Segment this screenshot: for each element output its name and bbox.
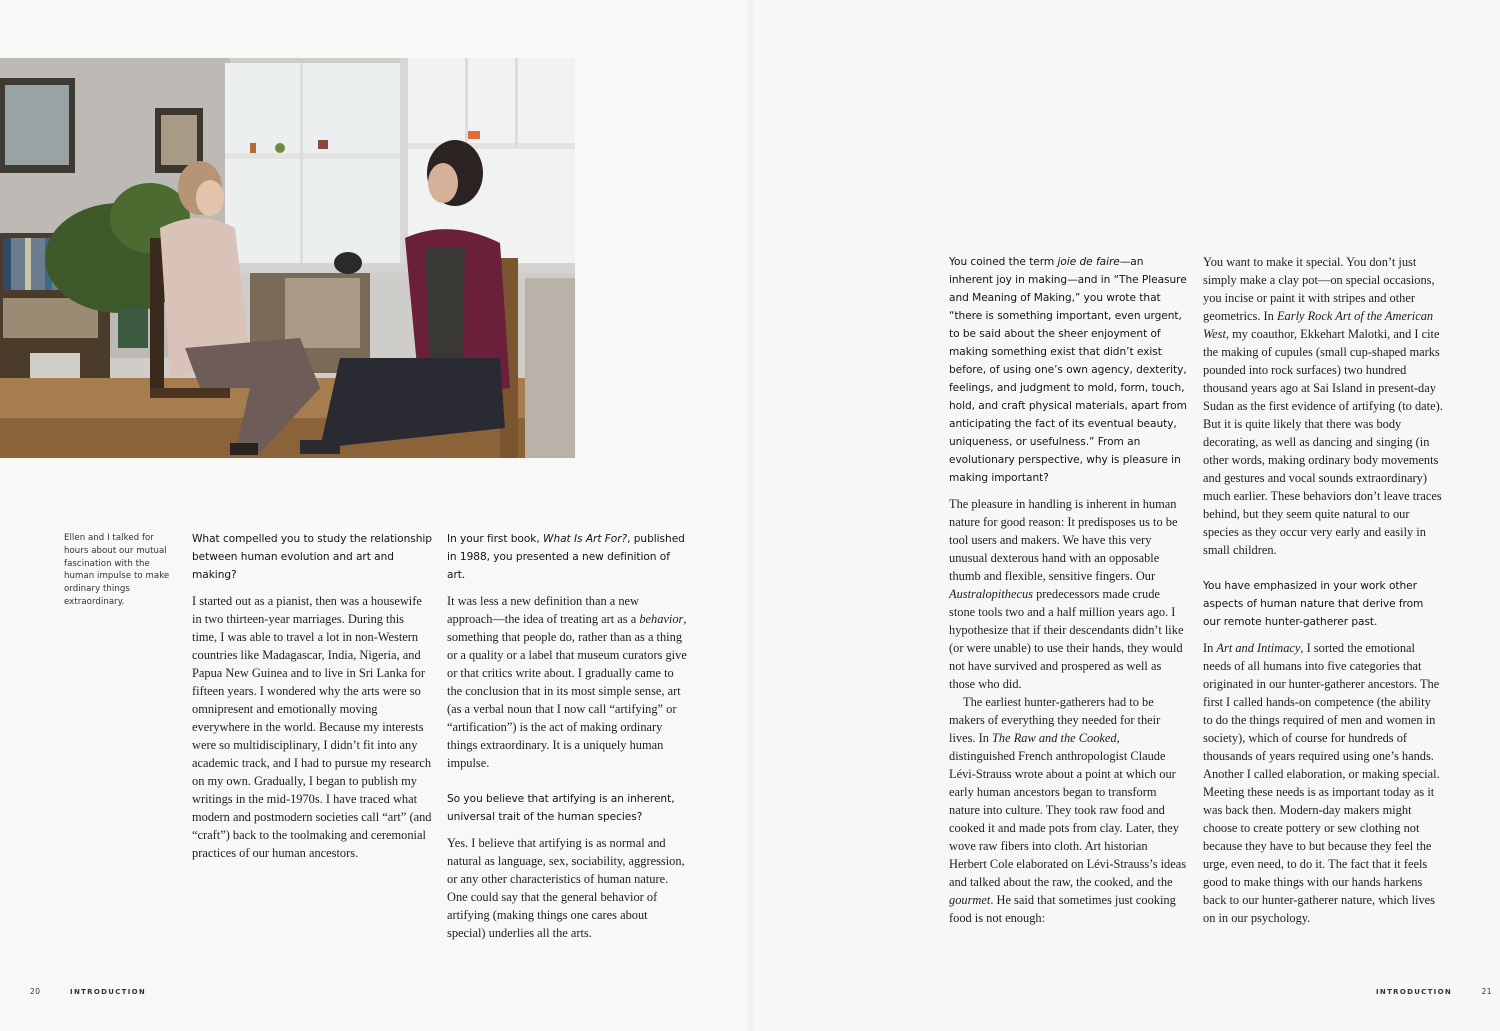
column-3 — [949, 253, 1187, 927]
column-2 — [447, 530, 687, 960]
right-page — [750, 0, 1500, 1031]
interview-question: What compelled you to study the relationship between human evolution and art and making? — [192, 533, 432, 581]
interview-answer: Yes. I believe that artifying is as normal and natural as language, sex, sociability, aggression, or any other characteristics of human nature. One could say that the general behavior of artifying (making things one cares about special) underlies all the arts. — [447, 836, 685, 940]
page-number: 20 — [30, 987, 41, 996]
interview-answer: The pleasure in handling is inherent in human nature for good reason: It predisposes us to be tool users and makers. We have this very unusual dexterous hand with an opposable thumb and flexible, sensitive fingers. Our Australopithecus predecessors made crude stone tools two and a half million years ago. I hypothesize that if their descendants didn’t like (or were unable) to use their hands, they would not have survived and prospered as well as those who did. — [949, 497, 1184, 691]
running-head: INTRODUCTION — [1376, 988, 1452, 996]
emphasis: gourmet — [949, 893, 991, 907]
interview-answer-continued: The earliest hunter-gatherers had to be makers of everything they needed for their lives. In The Raw and the Cooked, distinguished French anthropologist Claude Lévi-Strauss wrote about a point at which our early human ancestors began to transform nature into culture. They took raw food and cooked it and made pots from clay. Later, they wove raw fibers into cloth. Art historian Herbert Cole elaborated on Lévi-Strauss’s ideas and talked about the raw, the cooked, and the gourmet. He said that sometimes just cooking food is not enough: — [949, 695, 1187, 925]
book-title: Early Rock Art of the American West — [1203, 309, 1434, 341]
photo-caption: Ellen and I talked for hours about our mutual fascination with the human impulse to make ordinary things extraordinary. — [64, 533, 170, 607]
book-title: The Raw and the Cooked — [992, 731, 1117, 745]
interview-answer-continued: You want to make it special. You don’t just simply make a clay pot—on special occasions, you incise or paint it with stripes and other geometrics. In Early Rock Art of the American West, my coauthor, Ekkehart Malotki, and I cite the making of cupules (small cup-shaped marks pounded into rock surfaces) two hundred thousand years ago at Sai Island in present-day Sudan as the first evidence of artifying (to date). But it is quite likely that there was body decorating, as well as dancing and singing (in other words, making ordinary body movements and gestures and vocal sounds extraordinary) much earlier. These behaviors don’t leave traces behind, but they seem quite natural to our species as they occur very early and easily in small children. — [1203, 255, 1443, 557]
interview-question: In your first book, What Is Art For?, published in 1988, you presented a new definition of art. — [447, 533, 685, 581]
footer-right — [1376, 987, 1492, 996]
running-head: INTRODUCTION — [70, 988, 147, 996]
book-title: What Is Art For? — [543, 533, 628, 545]
page-number: 21 — [1481, 987, 1493, 996]
interview-question: So you believe that artifying is an inherent, universal trait of the human species? — [447, 793, 675, 823]
interview-answer: I started out as a pianist, then was a housewife in two thirteen-year marriages. During this time, I was able to travel a lot in non-Western countries like Madagascar, India, Nigeria, and Papua New Guinea and to live in Sri Lanka for fifteen years. I wondered why the arts were so omnipresent and emotionally moving everywhere in the world. Because my interests were so multidisciplinary, I didn’t fit into any academic track, and I had to pursue my research on my own. Gradually, I began to publish my writings in the mid-1970s. I have traced what modern and postmodern societies call “art” (and “craft”) back to the toolmaking and ceremonial practices of our human ancestors. — [192, 594, 432, 860]
photo-illustration — [0, 58, 575, 458]
emphasis: Australopithecus — [949, 587, 1033, 601]
book-title: Art and Intimacy — [1216, 641, 1301, 655]
column-1 — [192, 530, 432, 880]
emphasis: joie de faire — [1057, 256, 1120, 268]
interview-question: You coined the term joie de faire—an inherent joy in making—and in “The Pleasure and Meaning of Making,” you wrote that “there is something important, even urgent, to be said about the sheer enjoyment of making something exist that didn’t exist before, of using one’s own agency, dexterity, feelings, and judgment to mold, form, touch, hold, and craft physical materials, apart from anticipating the fact of its eventual beauty, uniqueness, or usefulness.” From an evolutionary perspective, why is pleasure in making important? — [949, 256, 1187, 484]
spine-gutter — [745, 0, 755, 1031]
interview-question: You have emphasized in your work other aspects of human nature that derive from our remote hunter-gatherer past. — [1203, 580, 1424, 628]
footer-left — [30, 987, 146, 996]
emphasis: behavior — [639, 612, 684, 626]
interview-answer: In Art and Intimacy, I sorted the emotional needs of all humans into five categories that originated in our hunter-gatherer ancestors. The first I called hands-on competence (the ability to do the things required of men and women in society), which of course for hundreds of thousands of years required using one’s hands. Another I called elaboration, or making special. Meeting these needs is as important today as it was back then. Modern-day makers might choose to create pottery or sew clothing not because they have to but because they feel the urge, even need, to do it. The fact that it feels good to make things with our hands harkens back to our hunter-gatherer nature, which lives on in our psychology. — [1203, 641, 1440, 925]
interview-photo — [0, 58, 575, 458]
interview-answer: It was less a new definition than a new approach—the idea of treating art as a behavior, something that people do, rather than as a thing or a quality or a label that museum curators give or that critics write about. I gradually came to the conclusion that in its most simple sense, art (as a verbal noun that I now call “artifying” or “artification”) is the act of making ordinary things extraordinary. It is a uniquely human impulse. — [447, 594, 687, 770]
column-4 — [1203, 253, 1443, 945]
